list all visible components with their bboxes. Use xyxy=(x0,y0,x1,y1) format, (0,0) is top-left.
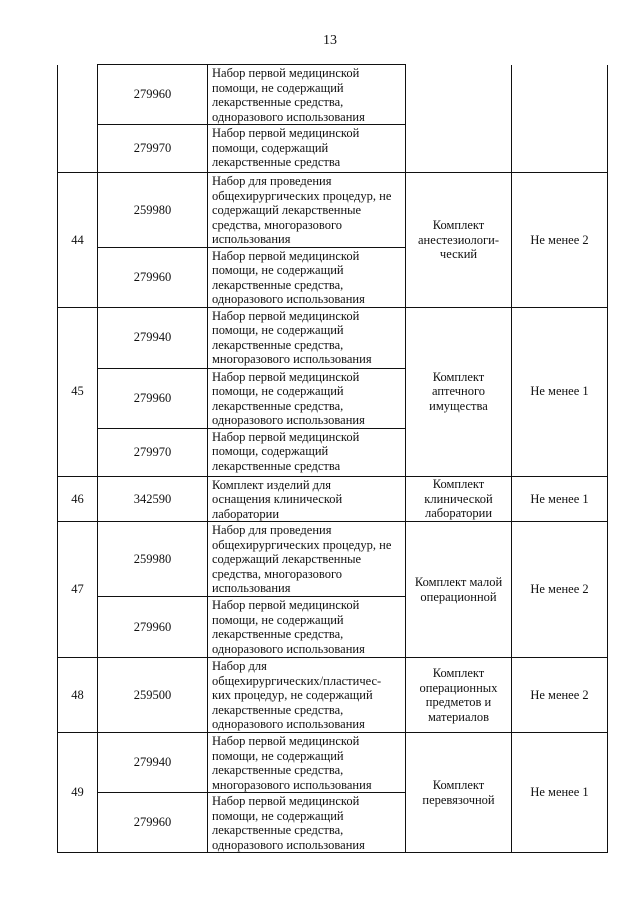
item-description: Набор первой медицинской помощи, не содержащий лекарственные средства, одноразового использования xyxy=(208,597,406,658)
table-row xyxy=(58,65,608,125)
item-description: Комплект изделий для оснащения клинической лаборатории xyxy=(208,476,406,522)
kit-name: Комплект клинической лаборатории xyxy=(406,476,512,522)
item-code: 279960 xyxy=(98,368,208,428)
row-number: 48 xyxy=(58,658,98,733)
table-row xyxy=(58,476,608,522)
quantity: Не менее 1 xyxy=(512,733,608,853)
item-description: Набор для проведения общехирургических процедур, не содержащий лекарственные средства, многоразового использования xyxy=(208,173,406,248)
item-description: Набор первой медицинской помощи, не содержащий лекарственные средства, одноразового использования xyxy=(208,65,406,125)
table-row xyxy=(58,307,608,368)
item-code: 279970 xyxy=(98,428,208,476)
item-code: 279970 xyxy=(98,125,208,173)
item-description: Набор первой медицинской помощи, не содержащий лекарственные средства, многоразового использования xyxy=(208,733,406,793)
quantity xyxy=(512,65,608,173)
row-number: 49 xyxy=(58,733,98,853)
row-number: 44 xyxy=(58,173,98,308)
item-description: Набор первой медицинской помощи, не содержащий лекарственные средства, одноразового использования xyxy=(208,247,406,307)
item-description: Набор первой медицинской помощи, не содержащий лекарственные средства, одноразового использования xyxy=(208,368,406,428)
table-row xyxy=(58,522,608,597)
quantity: Не менее 2 xyxy=(512,522,608,658)
item-description: Набор первой медицинской помощи, не содержащий лекарственные средства, многоразового использования xyxy=(208,307,406,368)
kit-name: Комплект перевязочной xyxy=(406,733,512,853)
table-row xyxy=(58,733,608,793)
quantity: Не менее 1 xyxy=(512,307,608,476)
kit-name: Комплект операционных предметов и материалов xyxy=(406,658,512,733)
quantity: Не менее 2 xyxy=(512,173,608,308)
item-description: Набор первой медицинской помощи, не содержащий лекарственные средства, одноразового использования xyxy=(208,793,406,853)
equipment-table xyxy=(57,64,608,853)
row-number: 46 xyxy=(58,476,98,522)
kit-name: Комплект аптечного имущества xyxy=(406,307,512,476)
kit-name xyxy=(406,65,512,173)
item-code: 259980 xyxy=(98,522,208,597)
item-code: 279960 xyxy=(98,65,208,125)
item-code: 259980 xyxy=(98,173,208,248)
item-description: Набор первой медицинской помощи, содержащий лекарственные средства xyxy=(208,125,406,173)
item-description: Набор для проведения общехирургических процедур, не содержащий лекарственные средства, многоразового использования xyxy=(208,522,406,597)
item-description: Набор первой медицинской помощи, содержащий лекарственные средства xyxy=(208,428,406,476)
item-code: 279940 xyxy=(98,733,208,793)
item-code: 279940 xyxy=(98,307,208,368)
item-code: 279960 xyxy=(98,597,208,658)
table-row xyxy=(58,173,608,248)
kit-name: Комплект анестезиологи- ческий xyxy=(406,173,512,308)
item-description: Набор для общехирургических/пластичес- ких процедур, не содержащий лекарственные средства, одноразового использования xyxy=(208,658,406,733)
quantity: Не менее 2 xyxy=(512,658,608,733)
item-code: 259500 xyxy=(98,658,208,733)
table-row xyxy=(58,658,608,733)
page-number: 13 xyxy=(323,33,337,48)
item-code: 279960 xyxy=(98,247,208,307)
row-number: 45 xyxy=(58,307,98,476)
row-number: 47 xyxy=(58,522,98,658)
kit-name: Комплект малой операционной xyxy=(406,522,512,658)
item-code: 342590 xyxy=(98,476,208,522)
item-code: 279960 xyxy=(98,793,208,853)
row-number xyxy=(58,65,98,173)
quantity: Не менее 1 xyxy=(512,476,608,522)
